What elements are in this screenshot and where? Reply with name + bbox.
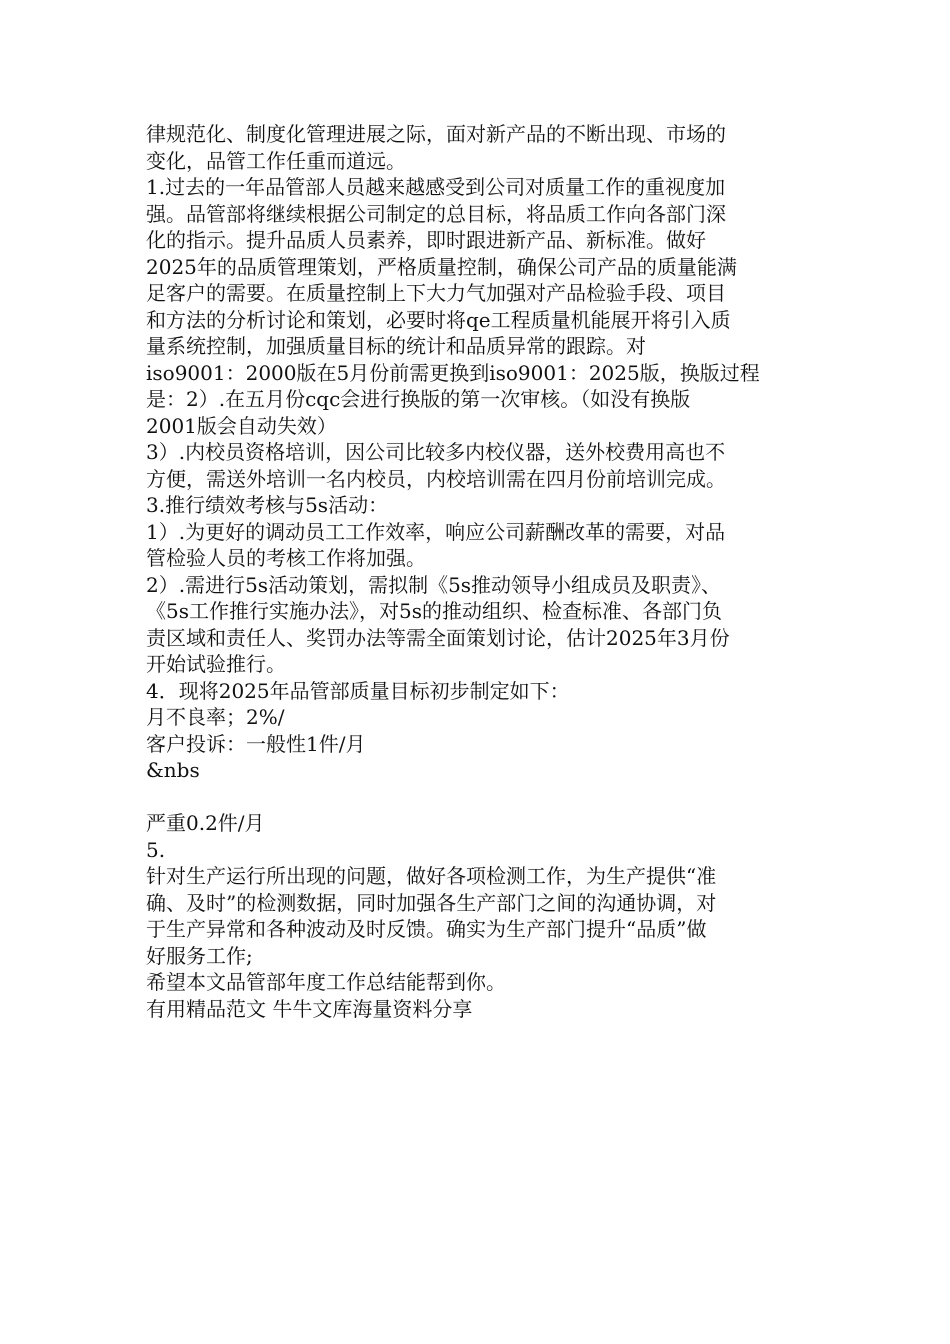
text-line: 化的指示。提升品质人员素养，即时跟进新产品、新标准。做好 bbox=[146, 228, 706, 252]
text-line: 1）.为更好的调动员工工作效率，响应公司薪酬改革的需要，对品 bbox=[146, 519, 726, 544]
text-line: 强。品管部将继续根据公司制定的总目标，将品质工作向各部门深 bbox=[146, 201, 726, 226]
text-line: 开始试验推行。 bbox=[146, 652, 286, 676]
text-line: 变化，品管工作任重而道远。 bbox=[146, 148, 406, 173]
text-line: 管检验人员的考核工作将加强。 bbox=[146, 546, 426, 570]
text-line: 月不良率；2%/ bbox=[146, 705, 285, 729]
document-text-block-2 bbox=[146, 810, 814, 996]
text-line: 针对生产运行所出现的问题，做好各项检测工作，为生产提供“准 bbox=[146, 864, 717, 888]
text-line: 是：2）.在五月份cqc会进行换版的第一次审核。（如没有换版 bbox=[146, 387, 691, 411]
text-line: iso9001：2000版在5月份前需更换到iso9001：2025版，换版过程 bbox=[146, 360, 760, 385]
text-line: 客户投诉：一般性1件/月 bbox=[146, 731, 366, 756]
text-line: 律规范化、制度化管理进展之际，面对新产品的不断出现、市场的 bbox=[146, 122, 726, 146]
text-line: 于生产异常和各种波动及时反馈。确实为生产部门提升“品质”做 bbox=[146, 917, 707, 941]
text-line: 严重0.2件/月 bbox=[146, 811, 265, 835]
text-line: 3）.内校员资格培训，因公司比较多内校仪器，送外校费用高也不 bbox=[146, 440, 726, 464]
text-line: 2025年的品质管理策划，严格质量控制，确保公司产品的质量能满 bbox=[146, 254, 737, 279]
text-line: 好服务工作; bbox=[146, 943, 253, 968]
text-line: 4．现将2025年品管部质量目标初步制定如下： bbox=[146, 678, 570, 703]
text-line: 责区域和责任人、奖罚办法等需全面策划讨论，估计2025年3月份 bbox=[146, 625, 730, 650]
text-line: 量系统控制，加强质量目标的统计和品质异常的跟踪。对 bbox=[146, 334, 646, 358]
text-line: 足客户的需要。在质量控制上下大力气加强对产品检验手段、项目 bbox=[146, 281, 726, 305]
text-line: 希望本文品管部年度工作总结能帮到你。 bbox=[146, 970, 506, 994]
document-footer: 有用精品范文 牛牛文库海量资料分享 bbox=[146, 996, 473, 1021]
text-line: 2001版会自动失效） bbox=[146, 413, 337, 438]
text-line: 方便，需送外培训一名内校员，内校培训需在四月份前培训完成。 bbox=[146, 466, 726, 491]
text-line: 5. bbox=[146, 837, 166, 862]
text-line: 1.过去的一年品管部人员越来越感受到公司对质量工作的重视度加 bbox=[146, 175, 726, 199]
text-line: 确、及时”的检测数据，同时加强各生产部门之间的沟通协调，对 bbox=[146, 890, 717, 915]
blank-line bbox=[146, 784, 814, 811]
text-line: 《5s工作推行实施办法》，对5s的推动组织、检查标准、各部门负 bbox=[146, 599, 722, 623]
document-body bbox=[146, 121, 814, 1022]
document-text-block-1 bbox=[146, 121, 814, 784]
text-line: 3.推行绩效考核与5s活动： bbox=[146, 493, 389, 517]
text-line: &nbs bbox=[146, 758, 200, 782]
text-line: 2）.需进行5s活动策划，需拟制《5s推动领导小组成员及职责》、 bbox=[146, 572, 722, 597]
text-line: 和方法的分析讨论和策划，必要时将qe工程质量机能展开将引入质 bbox=[146, 307, 731, 332]
